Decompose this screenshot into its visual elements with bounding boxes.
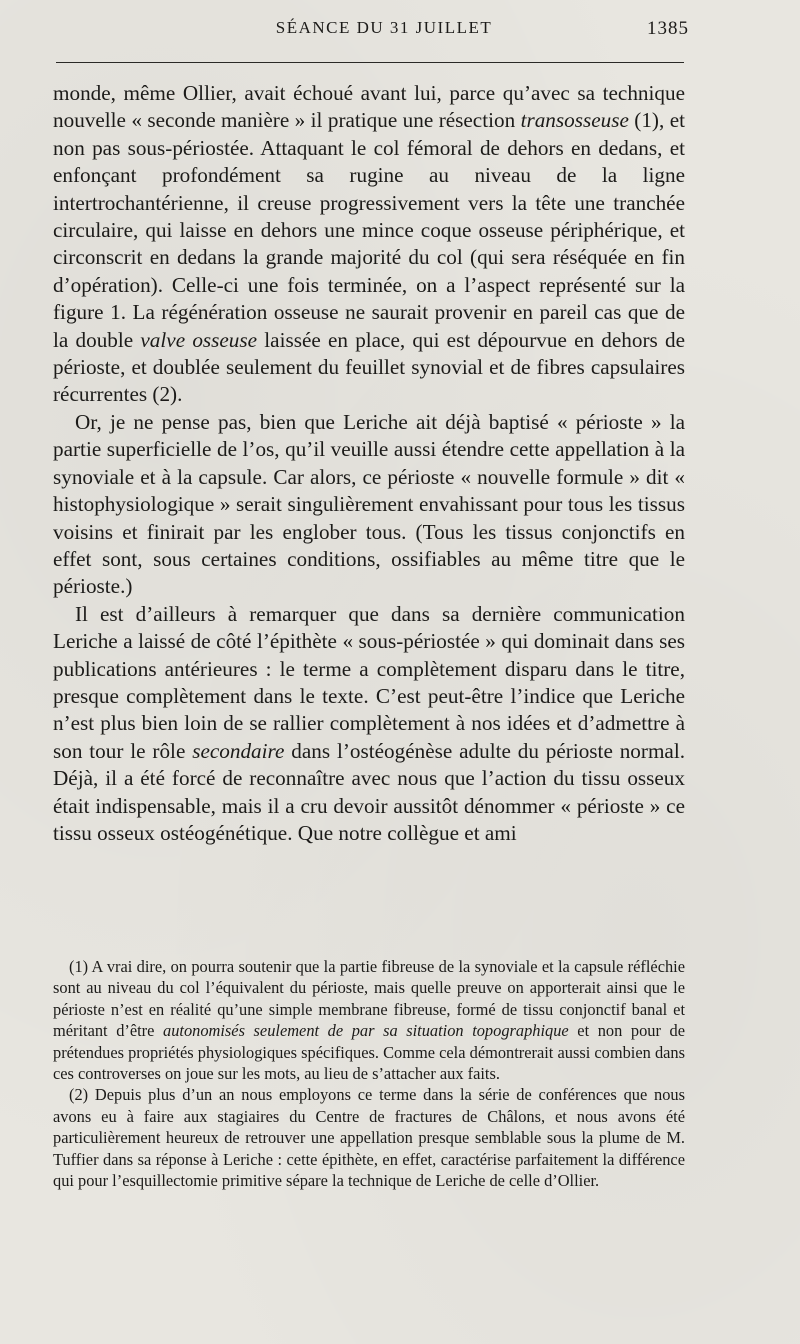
term-secondaire: secondaire	[192, 738, 285, 763]
paragraph-1	[53, 80, 685, 409]
footnote-1-part-1: (1) A vrai dire, on pourra soutenir que la partie fibreuse de la synoviale et la capsule réfléchie sont au niveau du col l’équivalent du périoste, mais quelle preuve on apporterait ainsi que le périoste n’est en réalité qu’une simple membrane fibreuse, formé de tissu conjonctif banal et méritant d’être	[53, 957, 685, 1041]
paragraph-3	[53, 601, 685, 848]
footnotes	[53, 956, 685, 1191]
footnote-1	[53, 956, 685, 1084]
running-title: SÉANCE DU 31 JUILLET	[275, 18, 493, 37]
paragraph-2: Or, je ne pense pas, bien que Leriche ait déjà baptisé « périoste » la partie superficielle de l’os, qu’il veuille aussi étendre cette appellation à la synoviale et à la capsule. Car alors, ce périoste « nouvelle formule » dit « histophysiologique » serait singulièrement envahissant pour tous les tissus voisins et finirait par les englober tous. (Tous les tissus conjonctifs en effet sont, sous certaines conditions, ossifiables au même titre que le périoste.)	[53, 409, 685, 599]
footnote-1-part-2: et non pour de prétendues propriétés physiologiques spécifiques. Comme cela démontrerait aussi combien dans ces controverses on joue sur les mots, au lieu de s’attacher aux faits.	[53, 1021, 685, 1084]
paragraph-1-part-1: monde, même Ollier, avait échoué avant lui, parce qu’avec sa technique nouvelle « seconde manière » il pratique une résection	[53, 81, 685, 133]
header-rule	[56, 62, 684, 63]
body-text	[53, 80, 685, 847]
running-head	[53, 18, 689, 46]
footnote-1-italic: autonomisés seulement de par sa situation topographique	[163, 1021, 569, 1041]
page-number: 1385	[647, 18, 689, 39]
term-transosseuse: transosseuse	[520, 108, 629, 133]
paragraph-3-part-2: dans l’ostéogénèse adulte du périoste normal. Déjà, il a été forcé de reconnaître avec nous que l’action du tissu osseux était indispensable, mais il a cru devoir aussitôt dénommer « périoste » ce tissu osseux ostéogénétique. Que notre collègue et ami	[53, 738, 686, 845]
term-valve-osseuse: valve osseuse	[140, 327, 258, 352]
paragraph-1-part-2: (1), et non pas sous-périostée. Attaquant le col fémoral de dehors en dedans, et enfonçant profondément sa rugine au niveau de la ligne intertrochantérienne, il creuse progressivement vers la tête une tranchée circulaire, qui laisse en dehors une mince coque osseuse périphérique, et circonscrit en dedans la grande majorité du col (qui sera réséquée en fin d’opération). Celle-ci une fois terminée, on a l’aspect représenté sur la figure 1. La régénération osseuse ne saurait provenir en pareil cas que de la double	[53, 108, 685, 352]
paragraph-3-part-1: Il est d’ailleurs à remarquer que dans sa dernière communication Leriche a laissé de côté l’épithète « sous-périostée » qui dominait dans ses publications antérieures : le terme a complètement disparu dans le titre, presque complètement dans le texte. C’est peut-être l’indice que Leriche n’est plus bien loin de se rallier complètement à nos idées et d’admettre à son tour le rôle	[53, 601, 685, 763]
footnote-2: (2) Depuis plus d’un an nous employons ce terme dans la série de conférences que nous avons eu à faire aux stagiaires du Centre de fractures de Châlons, et nous avons été particulièrement heureux de retrouver une appellation presque semblable sous la plume de M. Tuffier dans sa réponse à Leriche : cette épithète, en effet, caractérise parfaitement la différence qui pour l’esquillectomie primitive sépare la technique de Leriche de celle d’Ollier.	[53, 1085, 685, 1191]
paragraph-1-part-3: laissée en place, qui est dépourvue en dehors de périoste, et doublée seulement du feuillet synovial et de fibres capsulaires récurrentes (2).	[53, 327, 686, 407]
